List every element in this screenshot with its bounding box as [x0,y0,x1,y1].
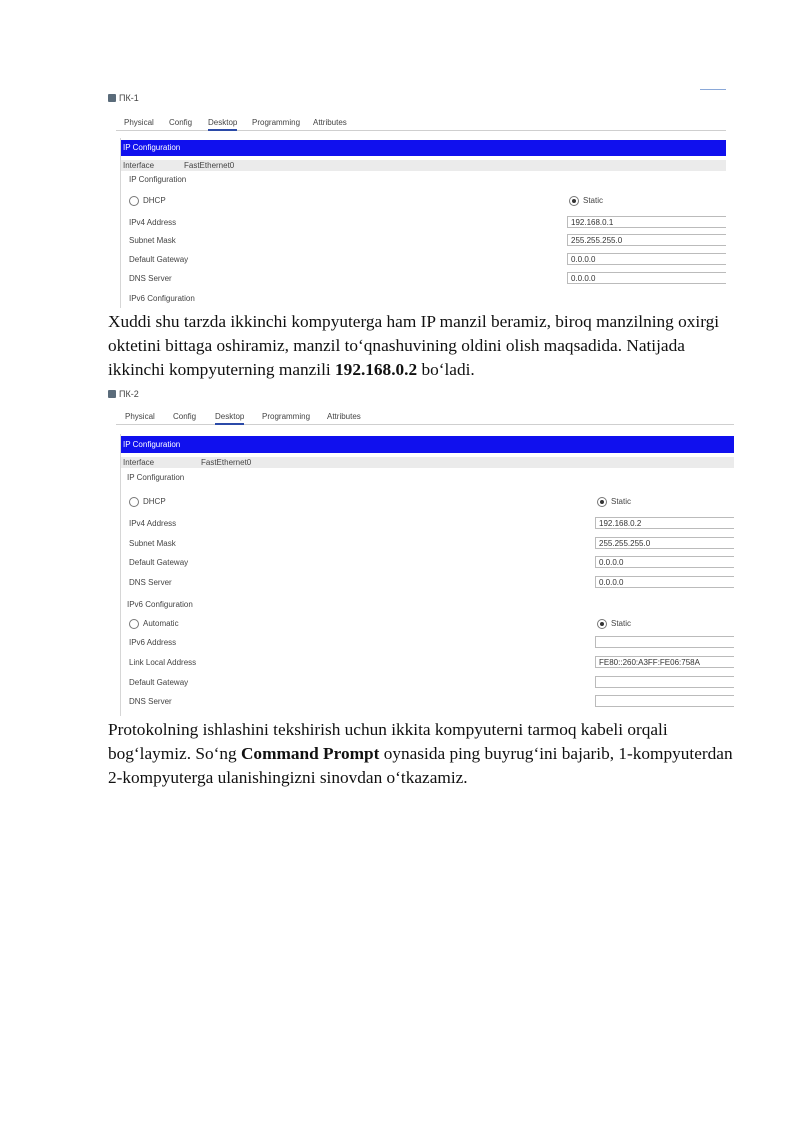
automatic-radio[interactable] [129,619,139,629]
dhcp-radio[interactable] [129,497,139,507]
ipv6-field[interactable] [595,636,734,648]
paragraph-1-tail: bo‘ladi. [417,360,475,379]
static-radio[interactable] [597,497,607,507]
dhcp-radio[interactable] [129,196,139,206]
static-radio[interactable] [569,196,579,206]
ipv6-section-label: IPv6 Configuration [129,294,195,303]
tab-programming[interactable]: Programming [262,412,311,421]
dns6-field[interactable] [595,695,734,707]
interface-label: Interface [123,161,155,170]
ip-config-header: IP Configuration [121,140,726,156]
interface-value[interactable]: FastEthernet0 [184,161,235,170]
ip-config-section-label: IP Configuration [127,473,185,482]
gateway6-label: Default Gateway [129,678,189,687]
ip-config-panel [120,138,726,308]
ipv6-section-label: IPv6 Configuration [127,600,193,609]
ipv4-label: IPv4 Address [129,519,177,528]
subnet-label: Subnet Mask [129,236,176,245]
ipv4-label: IPv4 Address [129,218,177,227]
dns-field[interactable]: 0.0.0.0 [567,272,726,284]
dns-label: DNS Server [129,578,172,587]
subnet-label: Subnet Mask [129,539,176,548]
pc2-config-screenshot [108,386,734,716]
ip-config-panel [120,434,734,716]
tab-bar [116,114,726,131]
tab-attributes[interactable]: Attributes [327,412,361,421]
tab-desktop[interactable]: Desktop [208,118,237,131]
dhcp-label: DHCP [143,196,166,205]
interface-value[interactable]: FastEthernet0 [201,458,252,467]
link-local-label: Link Local Address [129,658,197,667]
gateway-field[interactable]: 0.0.0.0 [595,556,734,568]
tab-desktop[interactable]: Desktop [215,412,244,425]
pc1-config-screenshot [108,90,726,308]
dns-label: DNS Server [129,274,172,283]
paragraph-1 [108,310,738,382]
ipv4-field[interactable]: 192.168.0.1 [567,216,726,228]
dns-field[interactable]: 0.0.0.0 [595,576,734,588]
tab-programming[interactable]: Programming [252,118,301,127]
gateway6-field[interactable] [595,676,734,688]
dns6-label: DNS Server [129,697,172,706]
tab-bar [116,408,734,425]
ip-config-header: IP Configuration [121,436,734,453]
ip-config-section-label: IP Configuration [129,175,187,184]
subnet-field[interactable]: 255.255.255.0 [567,234,726,246]
dhcp-label: DHCP [143,497,166,506]
interface-label: Interface [123,458,155,467]
static6-label: Static [611,619,632,628]
window-title: ПК-1 [119,93,139,103]
ipv4-field[interactable]: 192.168.0.2 [595,517,734,529]
ip-address-bold: 192.168.0.2 [335,360,418,379]
static-label: Static [611,497,632,506]
gateway-field[interactable]: 0.0.0.0 [567,253,726,265]
tab-physical[interactable]: Physical [124,118,154,127]
ipv6-label: IPv6 Address [129,638,177,647]
static-label: Static [583,196,604,205]
gateway-label: Default Gateway [129,255,189,264]
pc-icon [108,390,116,398]
tab-config[interactable]: Config [173,412,197,421]
link-local-field[interactable]: FE80::260:A3FF:FE06:758A [595,656,734,668]
window-title-bar [108,93,139,103]
tab-config[interactable]: Config [169,118,193,127]
paragraph-1-text: Xuddi shu tarzda ikkinchi kompyuterga ham IP manzil beramiz, biroq manzilning oxirgi oktetini bittaga oshiramiz, manzil to‘qnashuvining oldini olish maqsadida. Natijada ikkinchi kompyuterning manzili [108,312,720,379]
window-title-bar [108,389,139,399]
static6-radio[interactable] [597,619,607,629]
gateway-label: Default Gateway [129,558,189,567]
subnet-field[interactable]: 255.255.255.0 [595,537,734,549]
pc-icon [108,94,116,102]
paragraph-2-before: Protokolning ishlashini tekshirish uchun ikkita kompyuterni tarmoq kabeli orqali bog‘laymiz. So‘ng [108,720,668,763]
window-title: ПК-2 [119,389,139,399]
tab-attributes[interactable]: Attributes [313,118,347,127]
paragraph-2 [108,718,738,790]
paragraph-2-after: oynasida ping buyrug‘ini bajarib, 1-kompyuterdan 2-kompyuterga ulanishingizni sinovdan o‘tkazamiz. [108,744,733,787]
tab-physical[interactable]: Physical [125,412,155,421]
command-prompt-bold: Command Prompt [240,744,380,763]
automatic-label: Automatic [143,619,179,628]
